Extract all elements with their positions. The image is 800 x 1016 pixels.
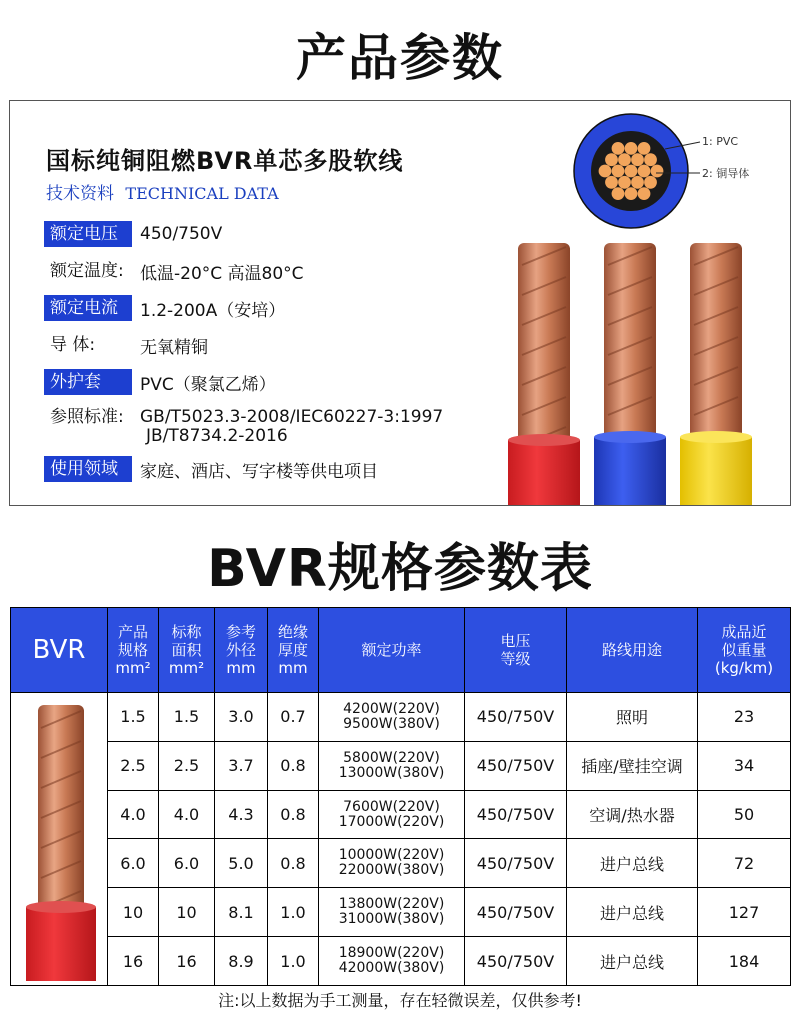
copper-strand	[612, 187, 625, 200]
spec-row	[44, 295, 285, 321]
voltage-cell: 450/750V	[465, 741, 567, 790]
spec-table-container	[10, 607, 790, 986]
copper-strand	[631, 153, 644, 166]
table-row	[11, 790, 791, 839]
spec-value-secondary: JB/T8734.2-2016	[146, 426, 288, 446]
column-header: 标称 面积 mm²	[159, 608, 215, 693]
copper-strand	[638, 187, 651, 200]
weight-cell: 127	[698, 888, 791, 937]
column-header: 电压 等级	[465, 608, 567, 693]
power-380: 13000W(380V)	[338, 764, 445, 781]
area-cell: 6.0	[159, 839, 215, 888]
spec-row	[44, 332, 208, 358]
power-cell	[319, 839, 465, 888]
spec-label: 额定电流	[44, 295, 132, 321]
spec-cell: 6.0	[108, 839, 159, 888]
power-220: 13800W(220V)	[338, 896, 445, 913]
voltage-cell: 450/750V	[465, 839, 567, 888]
od-cell: 8.9	[215, 937, 268, 986]
table-row	[11, 937, 791, 986]
power-cell	[319, 693, 465, 742]
spec-value: 1.2-200A（安培）	[140, 300, 286, 321]
voltage-cell: 450/750V	[465, 790, 567, 839]
use-cell: 进户总线	[567, 888, 698, 937]
power-cell	[319, 741, 465, 790]
copper-strand	[638, 165, 651, 178]
voltage-cell: 450/750V	[465, 693, 567, 742]
thick-cell: 0.8	[268, 839, 319, 888]
copper-strand	[625, 142, 638, 155]
spec-value: GB/T5023.3-2008/IEC60227-3:1997	[140, 407, 444, 427]
od-cell: 5.0	[215, 839, 268, 888]
copper-strand	[612, 165, 625, 178]
weight-cell: 50	[698, 790, 791, 839]
spec-row	[44, 369, 276, 395]
copper-strand	[638, 142, 651, 155]
spec-cell: 1.5	[108, 693, 159, 742]
area-cell: 16	[159, 937, 215, 986]
od-cell: 3.0	[215, 693, 268, 742]
copper-strand	[625, 165, 638, 178]
blue-wire	[594, 243, 666, 506]
table-header-row	[11, 608, 791, 693]
spec-table	[10, 607, 791, 986]
wire-cross-section	[570, 111, 790, 251]
red-wire-photo	[12, 693, 107, 981]
product-title: 国标纯铜阻燃BVR单芯多股软线	[46, 147, 404, 175]
area-cell: 4.0	[159, 790, 215, 839]
thick-cell: 0.8	[268, 790, 319, 839]
area-cell: 10	[159, 888, 215, 937]
spec-label: 参照标准:	[50, 407, 124, 427]
use-cell: 空调/热水器	[567, 790, 698, 839]
spec-value: 450/750V	[140, 224, 223, 244]
power-380: 22000W(380V)	[338, 862, 445, 879]
thick-cell: 0.7	[268, 693, 319, 742]
od-cell: 4.3	[215, 790, 268, 839]
use-cell: 进户总线	[567, 839, 698, 888]
voltage-cell: 450/750V	[465, 888, 567, 937]
copper-strand	[605, 153, 618, 166]
power-cell	[319, 937, 465, 986]
spec-label: 额定温度:	[50, 261, 124, 281]
spec-cell: 10	[108, 888, 159, 937]
thick-cell: 1.0	[268, 937, 319, 986]
column-header: 产品 规格 mm²	[108, 608, 159, 693]
copper-strand	[631, 176, 644, 189]
copper-strand	[651, 165, 664, 178]
table-row	[11, 741, 791, 790]
wire-samples-illustration	[490, 235, 760, 506]
tech-label-cn: 技术资料	[46, 184, 114, 204]
power-220: 5800W(220V)	[343, 749, 440, 766]
spec-value: 低温-20°C 高温80°C	[140, 263, 304, 284]
power-380: 17000W(220V)	[338, 813, 445, 830]
spec-value: 家庭、酒店、写字楼等供电项目	[140, 461, 378, 482]
thick-cell: 0.8	[268, 741, 319, 790]
technical-data-label	[46, 179, 279, 204]
column-header: 参考 外径 mm	[215, 608, 268, 693]
tech-label-en: TECHNICAL DATA	[125, 184, 279, 203]
area-cell: 2.5	[159, 741, 215, 790]
spec-cell: 4.0	[108, 790, 159, 839]
copper-strand	[612, 142, 625, 155]
copper-strand	[605, 176, 618, 189]
column-header: BVR	[11, 608, 108, 693]
thick-cell: 1.0	[268, 888, 319, 937]
power-cell	[319, 790, 465, 839]
copper-strand	[644, 176, 657, 189]
use-cell: 进户总线	[567, 937, 698, 986]
weight-cell: 23	[698, 693, 791, 742]
spec-label: 额定电压	[44, 221, 132, 247]
power-380: 42000W(380V)	[338, 960, 445, 977]
legend-pvc: 1: PVC	[702, 135, 739, 148]
red-wire	[508, 243, 580, 506]
spec-row	[44, 456, 378, 482]
power-cell	[319, 888, 465, 937]
wire-photo-cell	[11, 693, 108, 986]
spec-row	[44, 404, 444, 446]
od-cell: 3.7	[215, 741, 268, 790]
copper-strand	[644, 153, 657, 166]
product-info-panel	[9, 100, 791, 506]
spec-value: 无氧精铜	[140, 337, 208, 358]
power-380: 9500W(380V)	[343, 715, 440, 732]
copper-strand	[625, 187, 638, 200]
spec-cell: 16	[108, 937, 159, 986]
table-row	[11, 888, 791, 937]
legend-copper: 2: 铜导体	[702, 167, 750, 180]
table-row	[11, 839, 791, 888]
area-cell: 1.5	[159, 693, 215, 742]
copper-strand	[599, 165, 612, 178]
table-row	[11, 693, 791, 742]
spec-label: 外护套	[44, 369, 132, 395]
spec-value: PVC（聚氯乙烯）	[140, 374, 276, 395]
footnote: 注:以上数据为手工测量，存在轻微误差，仅供参考!	[218, 991, 582, 1010]
weight-cell: 184	[698, 937, 791, 986]
column-header: 绝缘 厚度 mm	[268, 608, 319, 693]
weight-cell: 72	[698, 839, 791, 888]
power-220: 18900W(220V)	[338, 945, 445, 962]
copper-strand	[618, 153, 631, 166]
params-heading: 产品参数	[296, 29, 504, 87]
yellow-wire	[680, 243, 752, 506]
column-header: 路线用途	[567, 608, 698, 693]
spec-row	[44, 221, 222, 247]
column-header: 额定功率	[319, 608, 465, 693]
od-cell: 8.1	[215, 888, 268, 937]
use-cell: 插座/壁挂空调	[567, 741, 698, 790]
power-220: 7600W(220V)	[343, 798, 440, 815]
weight-cell: 34	[698, 741, 791, 790]
power-220: 10000W(220V)	[338, 847, 445, 864]
spec-table-heading: BVR规格参数表	[207, 539, 593, 599]
table-body	[11, 693, 791, 986]
column-header: 成品近 似重量 (kg/km)	[698, 608, 791, 693]
spec-label: 导 体:	[50, 335, 96, 355]
copper-strand	[618, 176, 631, 189]
voltage-cell: 450/750V	[465, 937, 567, 986]
power-220: 4200W(220V)	[343, 700, 440, 717]
spec-row	[44, 258, 304, 284]
power-380: 31000W(380V)	[338, 911, 445, 928]
spec-cell: 2.5	[108, 741, 159, 790]
use-cell: 照明	[567, 693, 698, 742]
spec-label: 使用领域	[44, 456, 132, 482]
